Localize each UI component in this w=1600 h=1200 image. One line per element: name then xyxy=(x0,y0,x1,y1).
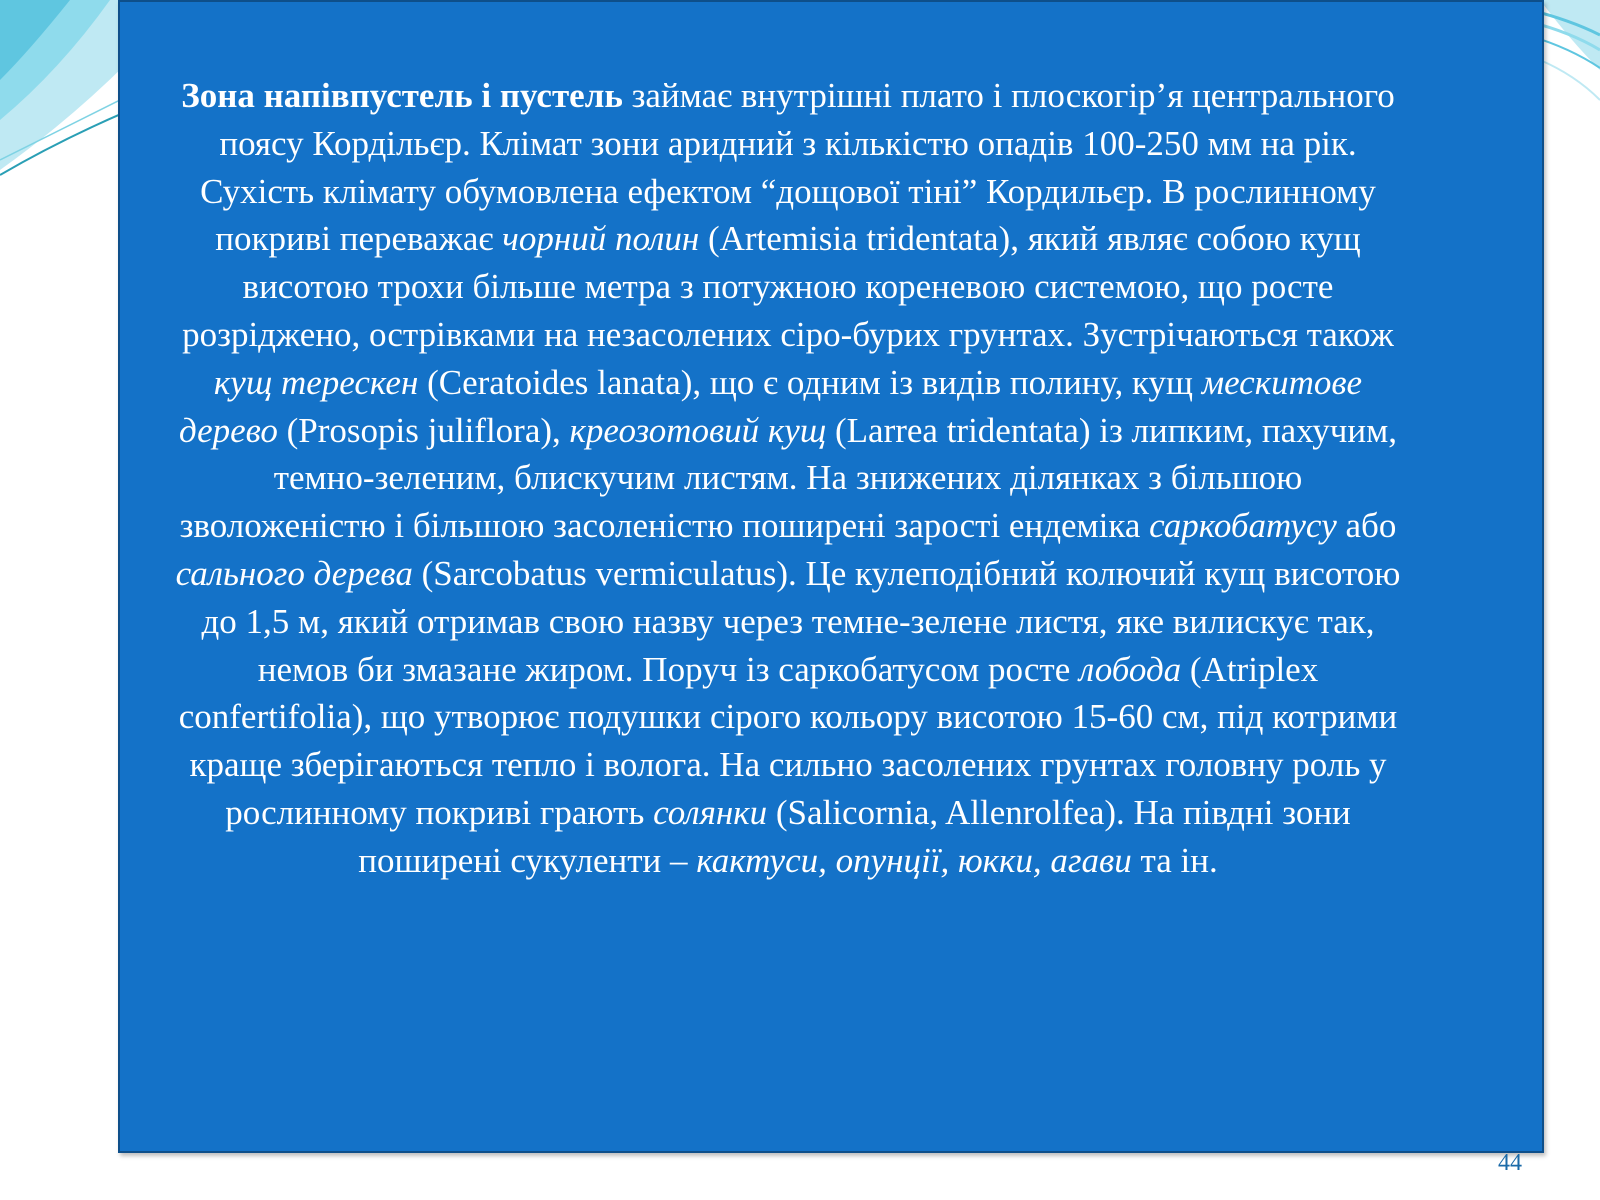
body-paragraph xyxy=(168,72,1408,885)
text-run: та ін. xyxy=(1131,840,1218,880)
lead-term: Зона напівпустель і пустель xyxy=(181,76,623,115)
text-run: або xyxy=(1336,506,1397,546)
text-run: (Sarcobatus vermiculatus). Це кулеподібний колючий кущ висотою до 1,5 м, який отримав свою назву через темне-зелене листя, яке вилискує так, немов би змазане жиром. Поруч із саркобатусом росте xyxy=(201,553,1401,689)
species-name: лобода xyxy=(1079,649,1182,689)
species-name: кактуси, опунції, юкки, агави xyxy=(696,840,1132,880)
text-run: (Artemisia tridentata), який являє собою кущ висотою трохи більше метра з потужною кореневою системою, що росте розріджено, острівками на незасолених сіро-бурих грунтах. Зустрічаються також xyxy=(182,219,1394,354)
species-name: чорний полин xyxy=(502,219,700,259)
species-name: креозотовий кущ xyxy=(569,410,827,450)
wave-decoration-left xyxy=(0,0,130,200)
text-run: (Salicornia, Allenrolfea). На півдні зони поширені сукуленти – xyxy=(358,792,1351,880)
species-name: саркобатусу xyxy=(1149,506,1337,546)
species-name: сального дерева xyxy=(175,553,413,593)
species-name: кущ терескен xyxy=(213,362,419,402)
text-run: (Prosopis juliflora), xyxy=(277,410,570,450)
text-run: (Larrea tridentata) із липким, пахучим, темно-зеленим, блискучим листям. На знижених ділянках з більшою зволоженістю і більшою засоленістю поширені зарості ендеміка xyxy=(179,410,1398,546)
page-number: 44 xyxy=(1498,1150,1522,1176)
text-run: (Atriplex confertifolia), що утворює подушки сірого кольору висотою 15-60 см, під котрими краще зберігаються тепло і волога. На сильно засолених грунтах головну роль у рослинному покриві грають xyxy=(178,649,1398,832)
text-run: (Ceratoides lanata), що є одним із видів полину, кущ xyxy=(418,362,1202,402)
text-run: займає внутрішні плато і плоскогір’я центрального поясу Кордільєр. Клімат зони аридний з кількістю опадів 100-250 мм на рік. Сухість клімату обумовлена ефектом “дощової тіні” Кордильєр. В рослинному покриві переважає xyxy=(200,76,1395,259)
species-name: мескитове дерево xyxy=(178,362,1363,450)
species-name: солянки xyxy=(653,792,768,832)
